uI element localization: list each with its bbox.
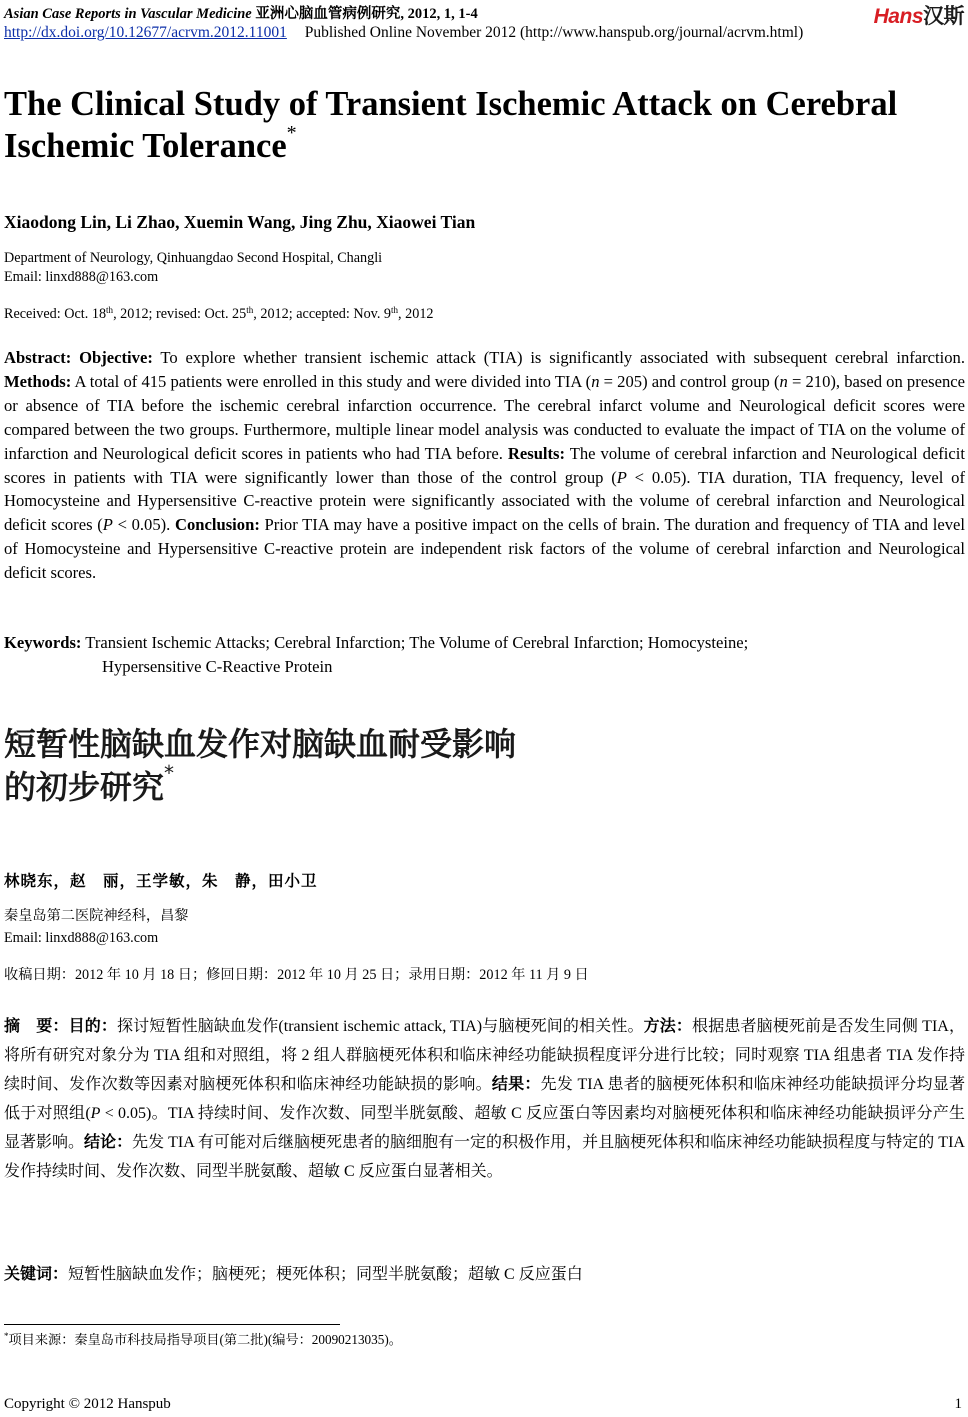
journal-name-cn: 亚洲心脑血管病例研究 (255, 6, 401, 22)
p-symbol-cn: P (90, 1104, 101, 1122)
keywords-cn-label: 关键词： (4, 1264, 69, 1283)
keywords-cn-text: 短暂性脑缺血发作；脑梗死；梗死体积；同型半胱氨酸；超敏 C 反应蛋白 (68, 1266, 583, 1283)
email-cn: Email: linxd888@163.com (4, 930, 159, 946)
p-symbol: P (616, 467, 627, 487)
dates-cn: 收稿日期：2012 年 10 月 18 日；修回日期：2012 年 10 月 25 日；录用日期：2012 年 11 月 9 日 (4, 967, 589, 983)
abstract-label: Abstract: (4, 348, 72, 367)
objective-cn-label: 目的： (68, 1016, 118, 1035)
affiliation-cn-text: 秦皇岛第二医院神经科，昌黎 (4, 908, 189, 924)
abstract-cn-label: 摘 要： (4, 1016, 69, 1035)
title-cn-footnote-marker: * (164, 761, 175, 785)
methods-text-c: = 210), based on presence or absence of TIA before the ischemic cerebral infarction occurrence. The cerebral infarct volume and Neurological deficit scores were compared between the two groups. Furthermore, multiple linear model analysis was conducted to evaluate the impact of TIA on the volume of infarction and Neurological deficit scores in patients who had TIA before. (4, 371, 965, 463)
keywords-line1: Transient Ischemic Attacks; Cerebral Infarction; The Volume of Cerebral Infarction; Homocysteine; (81, 633, 749, 652)
conclusion-label: Conclusion: (175, 515, 260, 535)
keywords-cn (4, 1261, 583, 1284)
hans-logo (874, 0, 964, 30)
footnote-rule (4, 1324, 340, 1325)
footnote (4, 1329, 402, 1348)
copyright: Copyright © 2012 Hanspub (4, 1396, 171, 1412)
affiliation-en-text: Department of Neurology, Qinhuangdao Second Hospital, Changli (4, 250, 383, 266)
results-label: Results: (507, 443, 566, 463)
doi-line (4, 24, 803, 42)
dates-en (4, 306, 434, 323)
footnote-marker: * (4, 1331, 9, 1341)
accepted-date: , 2012; accepted: Nov. 9 (253, 306, 392, 322)
conclusion-cn-label: 结论： (84, 1132, 133, 1151)
accepted-sup: th (391, 305, 399, 315)
methods-cn-label: 方法： (643, 1016, 693, 1035)
methods-cn-text: 根据患者脑梗死前是否发生同侧 TIA，将所有研究对象分为 TIA 组和对照组，将 2 组人群脑梗死体积和临床神经功能缺损程度评分进行比较；同时观察 TIA 组患者 TIA 发作持续时间、发作次数等因素对脑梗死体积和临床神经功能缺损的影响。 (4, 1018, 965, 1093)
methods-text-a: A total of 415 patients were enrolled in this study and were divided into TIA ( (71, 371, 592, 391)
abstract-en (4, 346, 965, 585)
received-date: Received: Oct. 18 (4, 306, 107, 322)
affiliation-cn (4, 905, 188, 949)
accepted-year: , 2012 (398, 306, 434, 322)
title-cn-line1: 短暂性脑缺血发作对脑缺血耐受影响 (4, 725, 517, 763)
footnote-text: 项目来源：秦皇岛市科技局指导项目(第二批)(编号：20090213035)。 (8, 1332, 402, 1347)
page-number: 1 (954, 1396, 962, 1412)
conclusion-cn-text: 先发 TIA 有可能对后继脑梗死患者的脑细胞有一定的积极作用，并且脑梗死体积和临床神经功能缺损程度与特定的 TIA 发作持续时间、发作次数、同型半胱氨酸、超敏 C 反应蛋白显著相关。 (4, 1134, 965, 1180)
volume-info: , 2012, 1, 1-4 (400, 6, 478, 22)
received-sup: th (106, 305, 114, 315)
objective-cn-text: 探讨短暂性脑缺血发作(transient ischemic attack, TIA)与脑梗死间的相关性。 (117, 1018, 644, 1035)
authors-cn: 林晓东，赵 丽，王学敏，朱 静，田小卫 (4, 872, 318, 890)
methods-text-b: = 205) and control group ( (599, 371, 780, 391)
affiliation-en (4, 249, 382, 287)
email-en: Email: linxd888@163.com (4, 269, 159, 285)
revised-date: , 2012; revised: Oct. 25 (113, 306, 247, 322)
keywords-label: Keywords: (4, 633, 82, 652)
results-cn-label: 结果： (491, 1074, 541, 1093)
journal-name: Asian Case Reports in Vascular Medicine (4, 6, 252, 22)
paper-title-cn (4, 723, 704, 809)
conclusion-text: Prior TIA may have a positive impact on the cells of brain. The duration and frequency of TIA and level of Homocysteine and Hypersensitive C-reactive protein are independent risk factors of the volume of cerebral infarction and Neurological deficit scores. (4, 515, 965, 583)
title-cn-line2: 的初步研究 (4, 768, 165, 806)
results-cn-text-b: < 0.05)。TIA 持续时间、发作次数、同型半胱氨酸、超敏 C 反应蛋白等因素均对脑梗死体积和临床神经功能缺损评分产生显著影响。 (4, 1104, 965, 1151)
published-online: Published Online November 2012 (http://www.hanspub.org/journal/acrvm.html) (304, 24, 804, 41)
running-header (4, 2, 478, 23)
results-text-c: < 0.05). (112, 515, 176, 535)
paper-title-en (4, 83, 964, 167)
n-symbol: n (591, 371, 600, 391)
p-symbol: P (102, 515, 113, 535)
keywords-line2: Hypersensitive C-Reactive Protein (102, 656, 333, 676)
results-text-a: The volume of cerebral infarction and Neurological deficit scores in patients with TIA were significantly lower than those of the control group ( (4, 443, 965, 487)
logo-cn: 汉斯 (923, 5, 964, 28)
logo-latin: Hans (873, 5, 923, 28)
results-cn-text-a: 先发 TIA 患者的脑梗死体积和临床神经功能缺损评分均显著低于对照组( (4, 1076, 965, 1122)
authors-en: Xiaodong Lin, Li Zhao, Xuemin Wang, Jing Zhu, Xiaowei Tian (4, 212, 476, 232)
keywords-en (4, 631, 964, 678)
n-symbol: n (779, 371, 788, 391)
doi-link[interactable]: http://dx.doi.org/10.12677/acrvm.2012.11001 (4, 24, 287, 41)
title-footnote-marker: * (286, 122, 297, 144)
abstract-cn (4, 1012, 965, 1186)
methods-label: Methods: (4, 371, 72, 391)
title-en-text: The Clinical Study of Transient Ischemic Attack on Cerebral Ischemic Tolerance (4, 85, 898, 165)
results-text-b: < 0.05). TIA duration, TIA frequency, level of Homocysteine and Hypersensitive C-reactive protein were significantly associated with the volume of cerebral infarction and Neurological deficit scores ( (4, 467, 966, 535)
objective-label: Objective: (79, 348, 153, 367)
objective-text: To explore whether transient ischemic attack (TIA) is significantly associated with subsequent cerebral infarction. (152, 348, 965, 367)
revised-sup: th (246, 305, 254, 315)
